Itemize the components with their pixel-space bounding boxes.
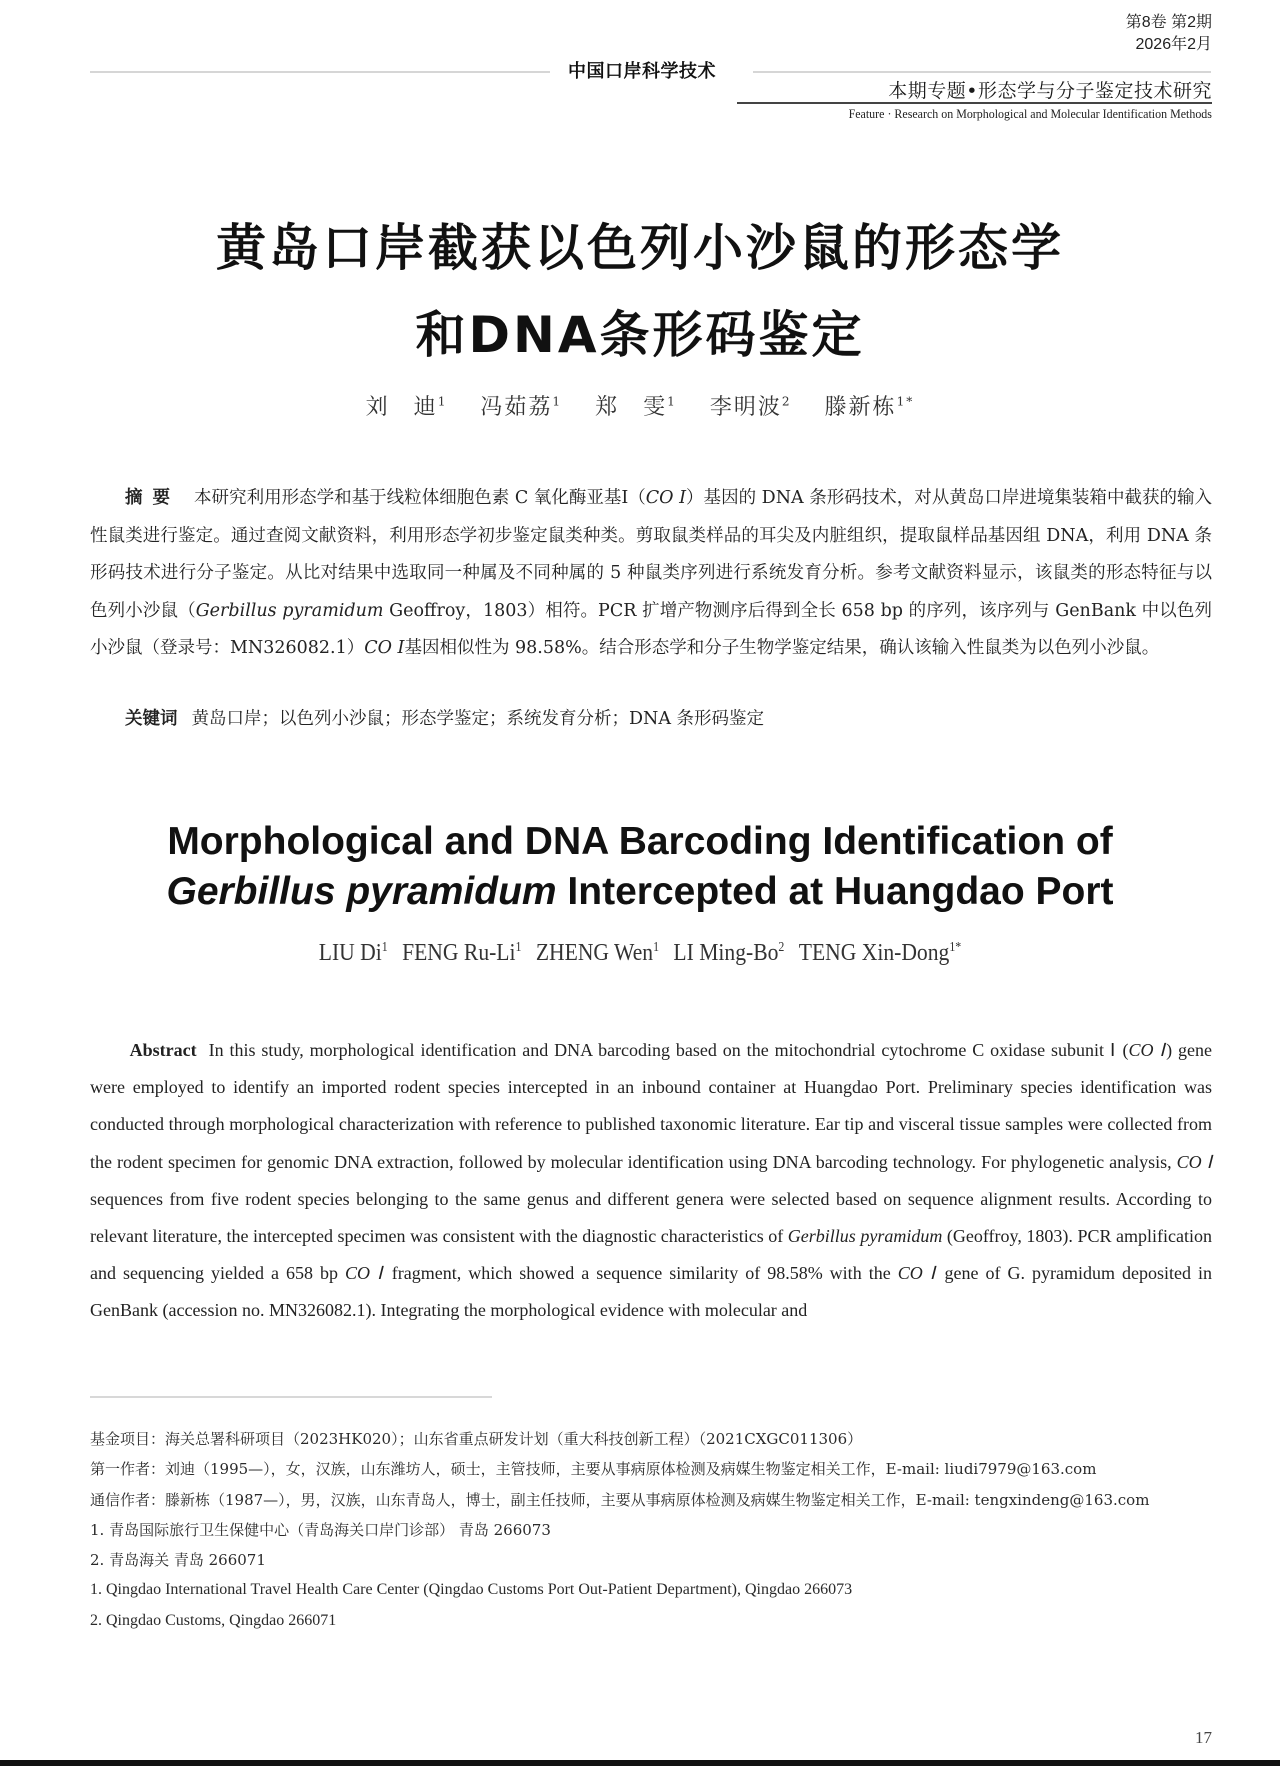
authors-zh bbox=[0, 390, 1280, 421]
author-name: 李明波 bbox=[709, 395, 782, 420]
authors-en bbox=[64, 940, 1216, 967]
affiliation-1-zh: 1. 青岛国际旅行卫生保健中心（青岛海关口岸门诊部） 青岛 266073 bbox=[90, 1520, 551, 1539]
abstract-en bbox=[90, 1032, 1212, 1330]
gene-name: CO Ⅰ bbox=[1128, 1040, 1167, 1060]
abstract-zh-text: 基因相似性为 98.58%。结合形态学和分子生物学鉴定结果，确认该输入性鼠类为以色列小沙鼠。 bbox=[404, 638, 1160, 658]
abstract-en-text: sequences from five rodent species belonging to the same genus and different genera were selected based on sequence alignment results. According to relevant literature, the intercepted specimen was consistent with the diagnostic characteristics of bbox=[90, 1188, 1212, 1247]
author-affiliation-mark: 2 bbox=[781, 394, 792, 409]
abstract-en-text: ) gene were employed to identify an imported rodent species intercepted in an inbound container at Huangdao Port. Preliminary species identification was conducted through morphological characterization with reference to published taxonomic literature. Ear tip and visceral tissue samples were collected from the rodent specimen for genomic DNA extraction, followed by molecular identification using DNA barcoding technology. For phylogenetic analysis, bbox=[90, 1040, 1212, 1172]
footnote-divider bbox=[90, 1396, 492, 1398]
author-en bbox=[402, 940, 521, 966]
author-affiliation-mark: 1 bbox=[653, 939, 660, 954]
author-name: FENG Ru-Li bbox=[402, 940, 516, 966]
author-en bbox=[319, 940, 388, 966]
affiliation-2-zh: 2. 青岛海关 青岛 266071 bbox=[90, 1551, 266, 1570]
gene-name: CO Ⅰ bbox=[897, 1263, 938, 1284]
author-zh bbox=[595, 395, 677, 420]
author-zh bbox=[366, 395, 448, 420]
keywords-zh-text: 黄岛口岸；以色列小沙鼠；形态学鉴定；系统发育分析；DNA 条形码鉴定 bbox=[191, 709, 765, 729]
author-name: 滕新栋 bbox=[824, 395, 897, 420]
author-en bbox=[673, 940, 784, 966]
author-affiliation-mark: 1 bbox=[667, 394, 677, 409]
feature-title-en: Feature · Research on Morphological and Molecular Identification Methods bbox=[848, 106, 1212, 121]
feature-title-zh: 本期专题•形态学与分子鉴定技术研究 bbox=[888, 80, 1212, 102]
author-affiliation-mark: 1 bbox=[437, 394, 448, 409]
species-name: Gerbillus pyramidum bbox=[195, 600, 384, 621]
author-zh bbox=[480, 395, 562, 420]
page-bottom-bar bbox=[0, 1760, 1280, 1766]
abstract-zh-text: Geoffroy，1803）相符。PCR 扩增产物测序后得到全长 658 bp 的序列，该序列与 GenBank 中以色列小沙鼠（登录号：MN326082.1） bbox=[90, 600, 1213, 658]
volume-issue: 第8卷 第2期 bbox=[1125, 14, 1212, 31]
abstract-zh bbox=[90, 480, 1212, 668]
corresponding-author-note: 通信作者：滕新栋（1987—），男，汉族，山东青岛人，博士，副主任技师，主要从事病原体检测及病媒生物鉴定相关工作，E-mail: tengxindeng@163.com bbox=[90, 1490, 1150, 1509]
gene-name: CO Ⅰ bbox=[344, 1263, 385, 1284]
author-zh bbox=[825, 395, 915, 420]
abstract-en-text: In this study, morphological identification and DNA barcoding based on the mitochondrial cytochrome C oxidase subunit Ⅰ ( bbox=[208, 1040, 1129, 1060]
author-name: LI Ming-Bo bbox=[673, 940, 779, 966]
author-affiliation-mark: 1 bbox=[552, 394, 563, 409]
keywords-zh-label: 关键词 bbox=[125, 709, 178, 729]
keywords-zh bbox=[90, 705, 1212, 730]
author-affiliation-mark: 1 bbox=[381, 939, 388, 954]
author-affiliation-mark: 1* bbox=[949, 939, 962, 954]
abstract-en-text: gene of G. pyramidum deposited in GenBank (accession no. MN326082.1). Integrating the morphological evidence with molecular and bbox=[90, 1263, 1212, 1321]
author-name: TENG Xin-Dong bbox=[798, 940, 950, 966]
author-name: LIU Di bbox=[318, 940, 382, 966]
author-name: ZHENG Wen bbox=[535, 940, 654, 966]
author-name: 郑 雯 bbox=[595, 395, 668, 420]
abstract-zh-text: 本研究利用形态学和基于线粒体细胞色素 C 氧化酶亚基Ⅰ（ bbox=[194, 488, 646, 508]
title-en-rest: Intercepted at Huangdao Port bbox=[556, 870, 1114, 913]
title-en-line1: Morphological and DNA Barcoding Identification of bbox=[167, 820, 1113, 863]
author-name: 刘 迪 bbox=[365, 395, 438, 420]
author-en bbox=[536, 940, 659, 966]
author-affiliation-mark: 1 bbox=[515, 939, 522, 954]
species-name: Gerbillus pyramidum bbox=[787, 1226, 943, 1247]
abstract-en-text: fragment, which showed a sequence similarity of 98.58% with the bbox=[384, 1263, 898, 1284]
author-affiliation-mark: 2 bbox=[778, 939, 785, 954]
author-en bbox=[799, 940, 961, 966]
gene-name: CO Ⅰ bbox=[1176, 1151, 1212, 1172]
journal-name: 中国口岸科学技术 bbox=[568, 61, 716, 82]
first-author-note: 第一作者：刘迪（1995—），女，汉族，山东潍坊人，硕士，主管技师，主要从事病原体检测及病媒生物鉴定相关工作，E-mail: liudi7979@163.com bbox=[90, 1460, 1097, 1479]
title-zh-line2: 和DNA条形码鉴定 bbox=[415, 306, 865, 364]
gene-name: CO Ⅰ bbox=[364, 638, 405, 658]
footnotes bbox=[90, 1424, 1212, 1636]
issue-date: 2026年2月 bbox=[1135, 36, 1212, 53]
title-en-line2 bbox=[0, 870, 1280, 914]
page-number: 17 bbox=[1195, 1728, 1212, 1747]
abstract-en-text: (Geoffroy, 1803). PCR amplification and sequencing yielded a 658 bp bbox=[90, 1226, 1212, 1284]
author-name: 冯茹荔 bbox=[480, 395, 553, 420]
title-zh-line1: 黄岛口岸截获以色列小沙鼠的形态学 bbox=[216, 219, 1064, 277]
header-divider-left bbox=[90, 71, 550, 73]
affiliation-2-en: 2. Qingdao Customs, Qingdao 266071 bbox=[90, 1611, 337, 1629]
gene-name: CO Ⅰ bbox=[645, 488, 687, 508]
author-zh bbox=[710, 395, 792, 420]
feature-rule bbox=[737, 102, 1212, 104]
title-en-species: Gerbillus pyramidum bbox=[166, 870, 557, 913]
affiliation-1-en: 1. Qingdao International Travel Health Care Center (Qingdao Customs Port Out-Patient Department), Qingdao 266073 bbox=[90, 1581, 853, 1599]
abstract-en-label: Abstract bbox=[129, 1040, 197, 1060]
abstract-zh-label: 摘要 bbox=[125, 488, 181, 508]
funding-note: 基金项目：海关总署科研项目（2023HK020）；山东省重点研发计划（重大科技创新工程）（2021CXGC011306） bbox=[90, 1430, 863, 1448]
volume-issue-block bbox=[1126, 12, 1212, 56]
author-affiliation-mark: 1* bbox=[896, 394, 915, 409]
header-divider-right bbox=[753, 71, 1211, 73]
abstract-zh-text: ）基因的 DNA 条形码技术，对从黄岛口岸进境集装箱中截获的输入性鼠类进行鉴定。通过查阅文献资料，利用形态学初步鉴定鼠类种类。剪取鼠类样品的耳尖及内脏组织，提取鼠样品基因组 DNA，利用 DNA 条形码技术进行分子鉴定。从比对结果中选取同一种属及不同种属的 5 种鼠类序列进行系统发育分析。参考文献资料显示，该鼠类的形态特征与以色列小沙鼠（ bbox=[90, 488, 1213, 621]
